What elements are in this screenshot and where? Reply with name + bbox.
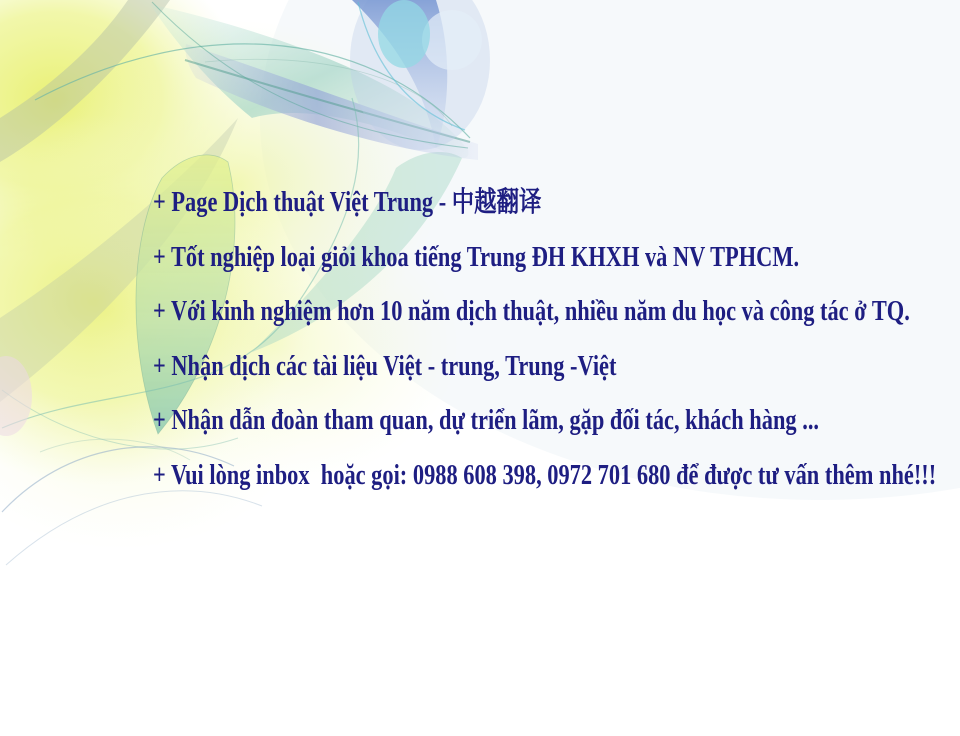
line-service-guiding: + Nhận dẫn đoàn tham quan, dự triển lãm, gặp đối tác, khách hàng ... bbox=[153, 405, 820, 437]
line-service-translation: + Nhận dịch các tài liệu Việt - trung, Trung -Việt bbox=[153, 350, 617, 382]
line-page-title: + Page Dịch thuật Việt Trung - 中越翻译 bbox=[153, 187, 542, 218]
line-experience: + Với kinh nghiệm hơn 10 năm dịch thuật, nhiều năm du học và công tác ở TQ. bbox=[153, 296, 910, 328]
promo-text-block bbox=[153, 176, 960, 504]
line-education: + Tốt nghiệp loại giỏi khoa tiếng Trung ĐH KHXH và NV TPHCM. bbox=[153, 241, 800, 273]
line-contact-phone: + Vui lòng inbox hoặc gọi: 0988 608 398, 0972 701 680 để được tư vấn thêm nhé!!! bbox=[153, 459, 937, 491]
